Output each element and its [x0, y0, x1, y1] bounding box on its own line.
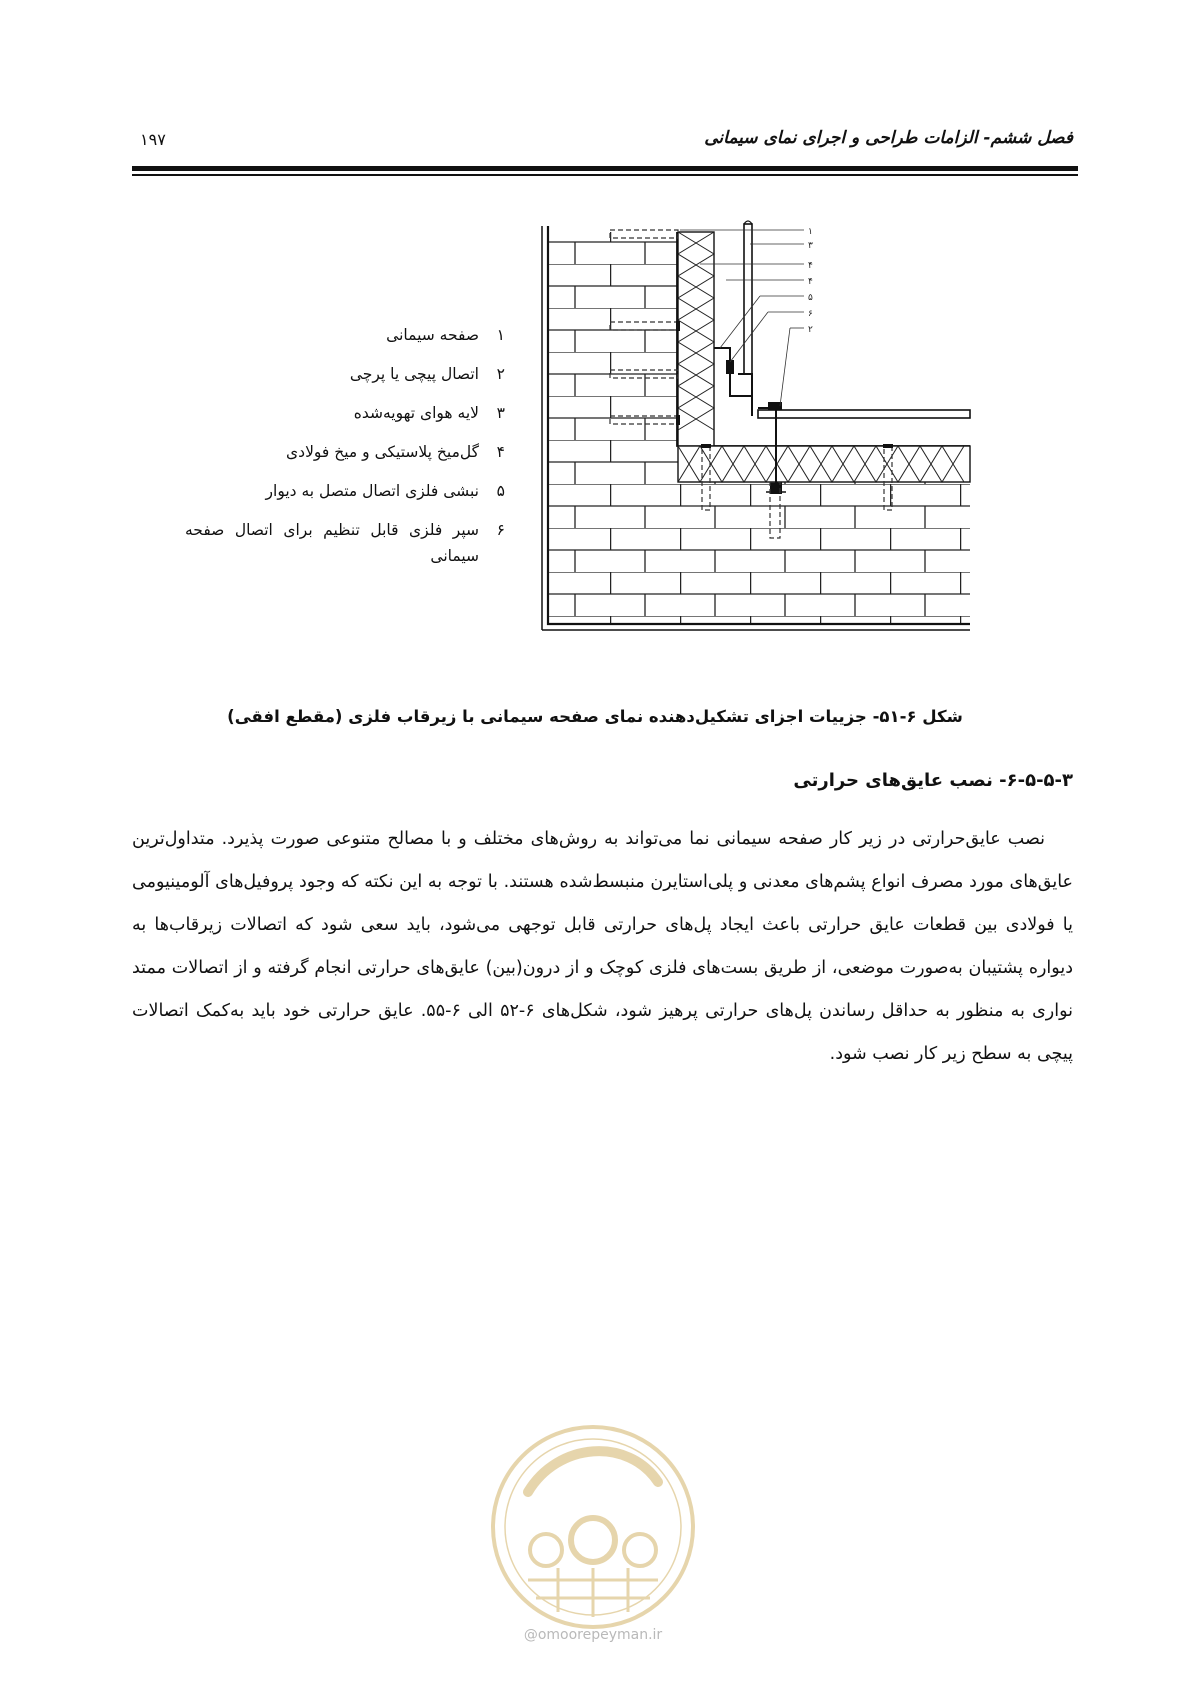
watermark-url: @omoorepeyman.ir: [523, 1627, 663, 1643]
leader-label: ۴: [808, 277, 813, 287]
legend-text: نبشی فلزی اتصال متصل به دیوار: [265, 482, 479, 500]
section-heading: ۶-۵-۵-۳- نصب عایق‌های حرارتی: [793, 770, 1073, 791]
legend-text: صفحه سیمانی: [386, 326, 479, 344]
legend-item: [185, 478, 505, 504]
legend-item: [185, 517, 505, 569]
legend-number: ۵: [496, 482, 505, 500]
cement-panel-vertical: [744, 224, 752, 374]
cement-panel-horizontal: [758, 410, 970, 418]
header-rule-thin: [132, 174, 1078, 176]
legend-text: سپر فلزی قابل تنظیم برای اتصال صفحه سیمانی: [185, 521, 479, 565]
leader-label: ۴: [808, 261, 813, 271]
page-number: ۱۹۷: [140, 130, 166, 149]
legend-item: [185, 400, 505, 426]
legend-number: ۱: [496, 326, 505, 344]
legend-item: [185, 322, 505, 348]
leader-label: ۵: [808, 293, 813, 303]
chapter-title: فصل ششم- الزامات طراحی و اجرای نمای سیمانی: [704, 128, 1073, 148]
figure-caption: شکل ۶-۵۱- جزییات اجزای تشکیل‌دهنده نمای صفحه سیمانی با زیرقاب فلزی (مقطع افقی): [227, 707, 963, 726]
leader-label: ۶: [808, 309, 813, 319]
legend-item: [185, 439, 505, 465]
legend-text: گل‌میخ پلاستیکی و میخ فولادی: [286, 443, 479, 461]
facade-section-drawing: [540, 220, 978, 638]
leader-label: ۲: [808, 325, 813, 335]
figure-legend: [185, 322, 505, 582]
header-rule-thick: [132, 166, 1078, 171]
leader-label: ۳: [808, 241, 813, 251]
legend-number: ۲: [496, 365, 505, 383]
legend-number: ۶: [496, 521, 505, 539]
legend-number: ۳: [496, 404, 505, 422]
horizontal-insulation: [678, 446, 970, 482]
body-paragraph: نصب عایق‌حرارتی در زیر کار صفحه سیمانی نما می‌تواند به روش‌های مختلف و با مصالح متنوعی صورت پذیرد. متداول‌ترین عایق‌های مورد مصرف انواع پشم‌های معدنی و پلی‌استایرن منبسط‌شده هستند. با توجه به این نکته که وجود پروفیل‌های آلومینیومی یا فولادی بین قطعات عایق حرارتی باعث ایجاد پل‌های حرارتی قابل توجهی می‌شود، باید سعی شود که اتصالات زیرقاب‌ها به دیواره پشتیبان به‌صورت موضعی، از طریق بست‌های فلزی کوچک و از درون(بین) عایق‌های حرارتی انجام گرفته و از اتصالات ممتد نواری به منظور به حداقل رساندن پل‌های حرارتی پرهیز شود، شکل‌های ۶-۵۲ الی ۶-۵۵. عایق حرارتی خود باید به‌کمک اتصالات پیچی به سطح زیر کار نصب شود.: [132, 829, 1074, 1064]
masonry-wall: [548, 226, 970, 626]
seal-logo: [488, 1422, 698, 1632]
legend-number: ۴: [496, 443, 505, 461]
leader-label: ۱: [808, 227, 813, 237]
legend-text: لایه هوای تهویه‌شده: [353, 404, 479, 422]
legend-item: [185, 361, 505, 387]
leader-labels: [808, 227, 813, 335]
legend-text: اتصال پیچی یا پرچی: [349, 365, 479, 383]
